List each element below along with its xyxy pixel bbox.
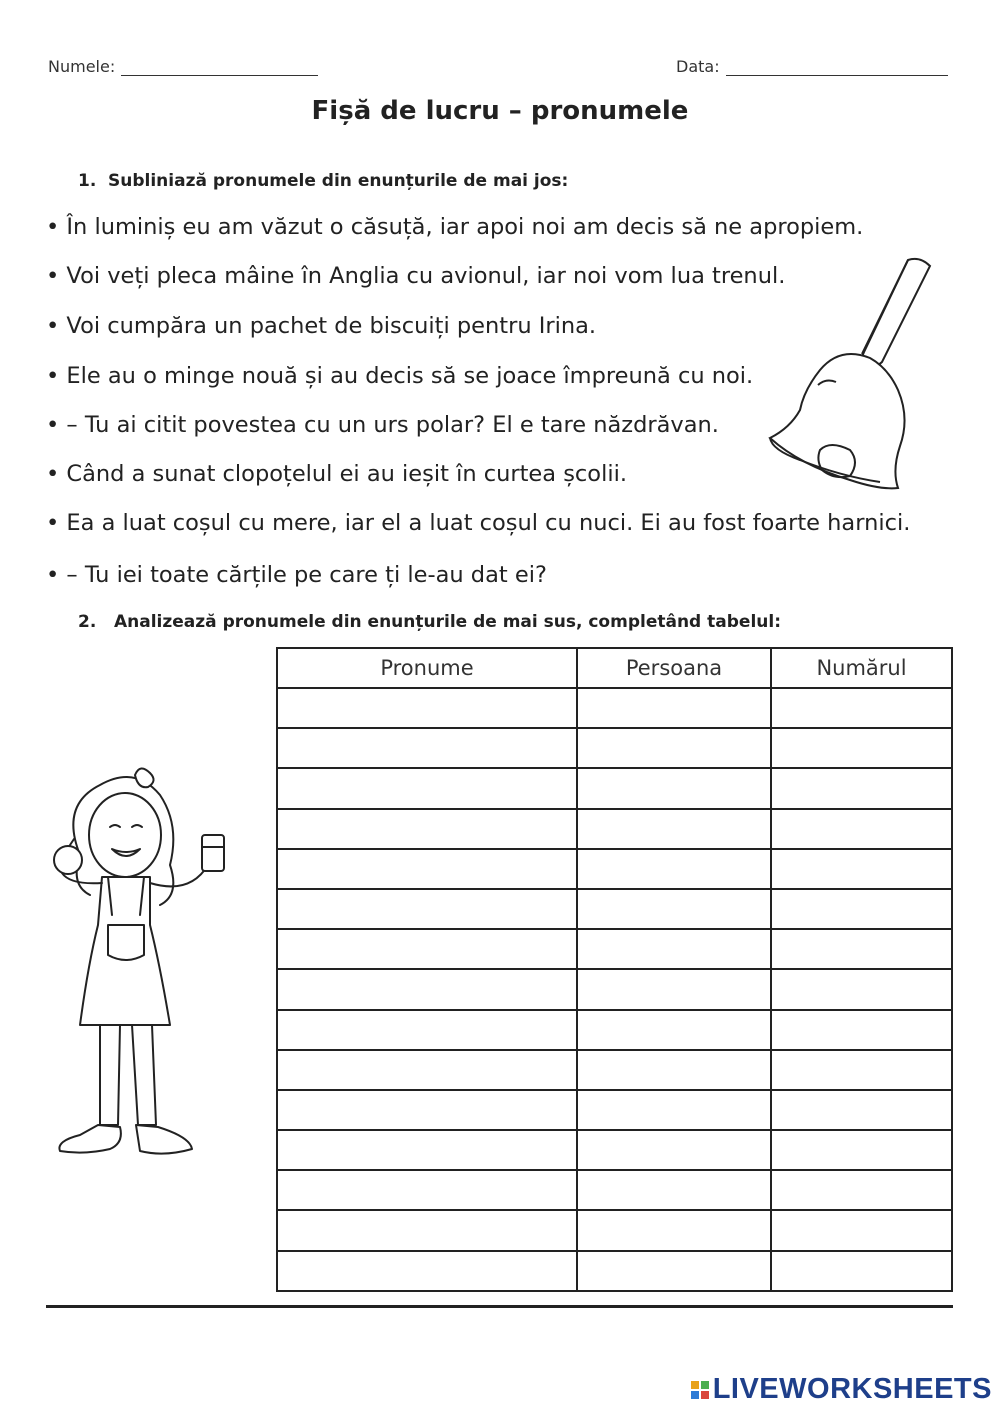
answer-cell-persoana[interactable] bbox=[577, 1010, 771, 1050]
answer-cell-pronume[interactable] bbox=[277, 768, 577, 808]
table-row bbox=[277, 1210, 952, 1250]
table-row bbox=[277, 849, 952, 889]
answer-cell-pronume[interactable] bbox=[277, 969, 577, 1009]
answer-cell-persoana[interactable] bbox=[577, 929, 771, 969]
table-row bbox=[277, 728, 952, 768]
answer-cell-persoana[interactable] bbox=[577, 1170, 771, 1210]
sentence[interactable]: • – Tu iei toate cărțile pe care ți le-au dat ei? bbox=[46, 562, 547, 588]
answer-cell-numarul[interactable] bbox=[771, 1210, 952, 1250]
answer-cell-pronume[interactable] bbox=[277, 1090, 577, 1130]
task-2-label: Analizează pronumele din enunțurile de mai sus, completând tabelul: bbox=[114, 612, 781, 632]
table-row bbox=[277, 1050, 952, 1090]
table-row bbox=[277, 1090, 952, 1130]
column-header-persoana: Persoana bbox=[577, 648, 771, 688]
answer-cell-pronume[interactable] bbox=[277, 889, 577, 929]
task-2-number: 2. bbox=[78, 612, 97, 632]
sentence[interactable]: • Ele au o minge nouă și au decis să se joace împreună cu noi. bbox=[46, 363, 754, 389]
task-1-number: 1. bbox=[78, 171, 97, 191]
pronoun-analysis-table bbox=[276, 647, 953, 1292]
liveworksheets-logo bbox=[691, 1373, 992, 1406]
answer-cell-persoana[interactable] bbox=[577, 849, 771, 889]
name-field bbox=[48, 57, 318, 76]
answer-cell-persoana[interactable] bbox=[577, 1050, 771, 1090]
logo-text: LIVEWORKSHEETS bbox=[712, 1373, 992, 1405]
table-row bbox=[277, 1130, 952, 1170]
answer-cell-numarul[interactable] bbox=[771, 1251, 952, 1291]
answer-cell-numarul[interactable] bbox=[771, 1170, 952, 1210]
date-input-line[interactable] bbox=[726, 57, 948, 76]
answer-cell-persoana[interactable] bbox=[577, 969, 771, 1009]
table-body bbox=[277, 688, 952, 1291]
table-row bbox=[277, 688, 952, 728]
table-row bbox=[277, 969, 952, 1009]
answer-cell-numarul[interactable] bbox=[771, 768, 952, 808]
answer-cell-pronume[interactable] bbox=[277, 1170, 577, 1210]
answer-cell-pronume[interactable] bbox=[277, 849, 577, 889]
answer-cell-pronume[interactable] bbox=[277, 688, 577, 728]
answer-cell-persoana[interactable] bbox=[577, 688, 771, 728]
bell-illustration bbox=[760, 250, 940, 500]
answer-cell-pronume[interactable] bbox=[277, 1251, 577, 1291]
date-label: Data: bbox=[676, 57, 720, 76]
answer-cell-numarul[interactable] bbox=[771, 1090, 952, 1130]
answer-cell-persoana[interactable] bbox=[577, 768, 771, 808]
task-1-heading bbox=[78, 171, 568, 191]
table-row bbox=[277, 768, 952, 808]
answer-cell-persoana[interactable] bbox=[577, 1090, 771, 1130]
sentence[interactable]: • – Tu ai citit povestea cu un urs polar? El e tare năzdrăvan. bbox=[46, 412, 719, 438]
task-2-heading bbox=[78, 612, 781, 632]
answer-cell-pronume[interactable] bbox=[277, 809, 577, 849]
name-label: Numele: bbox=[48, 57, 116, 76]
sentence[interactable]: • În luminiș eu am văzut o căsuță, iar apoi noi am decis să ne apropiem. bbox=[46, 214, 864, 240]
answer-cell-persoana[interactable] bbox=[577, 728, 771, 768]
column-header-numarul: Numărul bbox=[771, 648, 952, 688]
answer-cell-numarul[interactable] bbox=[771, 728, 952, 768]
answer-cell-numarul[interactable] bbox=[771, 849, 952, 889]
sentence[interactable]: • Voi veți pleca mâine în Anglia cu avionul, iar noi vom lua trenul. bbox=[46, 263, 786, 289]
worksheet-title: Fișă de lucru – pronumele bbox=[311, 96, 689, 126]
answer-cell-numarul[interactable] bbox=[771, 1010, 952, 1050]
answer-cell-pronume[interactable] bbox=[277, 1050, 577, 1090]
answer-cell-persoana[interactable] bbox=[577, 809, 771, 849]
table-row bbox=[277, 929, 952, 969]
sentence[interactable]: • Voi cumpăra un pachet de biscuiți pentru Irina. bbox=[46, 313, 597, 339]
table-row bbox=[277, 1170, 952, 1210]
bottom-divider bbox=[46, 1305, 953, 1308]
answer-cell-persoana[interactable] bbox=[577, 1251, 771, 1291]
answer-cell-pronume[interactable] bbox=[277, 929, 577, 969]
answer-cell-numarul[interactable] bbox=[771, 809, 952, 849]
answer-cell-numarul[interactable] bbox=[771, 688, 952, 728]
answer-cell-pronume[interactable] bbox=[277, 1130, 577, 1170]
answer-cell-numarul[interactable] bbox=[771, 1050, 952, 1090]
table-row bbox=[277, 1010, 952, 1050]
answer-cell-persoana[interactable] bbox=[577, 889, 771, 929]
girl-illustration bbox=[40, 765, 240, 1185]
sentence[interactable]: • Ea a luat coșul cu mere, iar el a luat coșul cu nuci. Ei au fost foarte harnici. bbox=[46, 510, 911, 536]
answer-cell-pronume[interactable] bbox=[277, 1010, 577, 1050]
table-row bbox=[277, 809, 952, 849]
date-field bbox=[676, 57, 948, 76]
answer-cell-pronume[interactable] bbox=[277, 1210, 577, 1250]
task-1-label: Subliniază pronumele din enunțurile de mai jos: bbox=[108, 171, 569, 191]
answer-cell-persoana[interactable] bbox=[577, 1130, 771, 1170]
sentence[interactable]: • Când a sunat clopoțelul ei au ieșit în curtea școlii. bbox=[46, 461, 627, 487]
table-row bbox=[277, 1251, 952, 1291]
answer-cell-persoana[interactable] bbox=[577, 1210, 771, 1250]
answer-cell-numarul[interactable] bbox=[771, 929, 952, 969]
answer-cell-numarul[interactable] bbox=[771, 1130, 952, 1170]
answer-cell-numarul[interactable] bbox=[771, 889, 952, 929]
name-input-line[interactable] bbox=[121, 57, 318, 76]
column-header-pronume: Pronume bbox=[277, 648, 577, 688]
answer-cell-numarul[interactable] bbox=[771, 969, 952, 1009]
logo-mark-icon bbox=[691, 1381, 709, 1399]
table-row bbox=[277, 889, 952, 929]
answer-cell-pronume[interactable] bbox=[277, 728, 577, 768]
